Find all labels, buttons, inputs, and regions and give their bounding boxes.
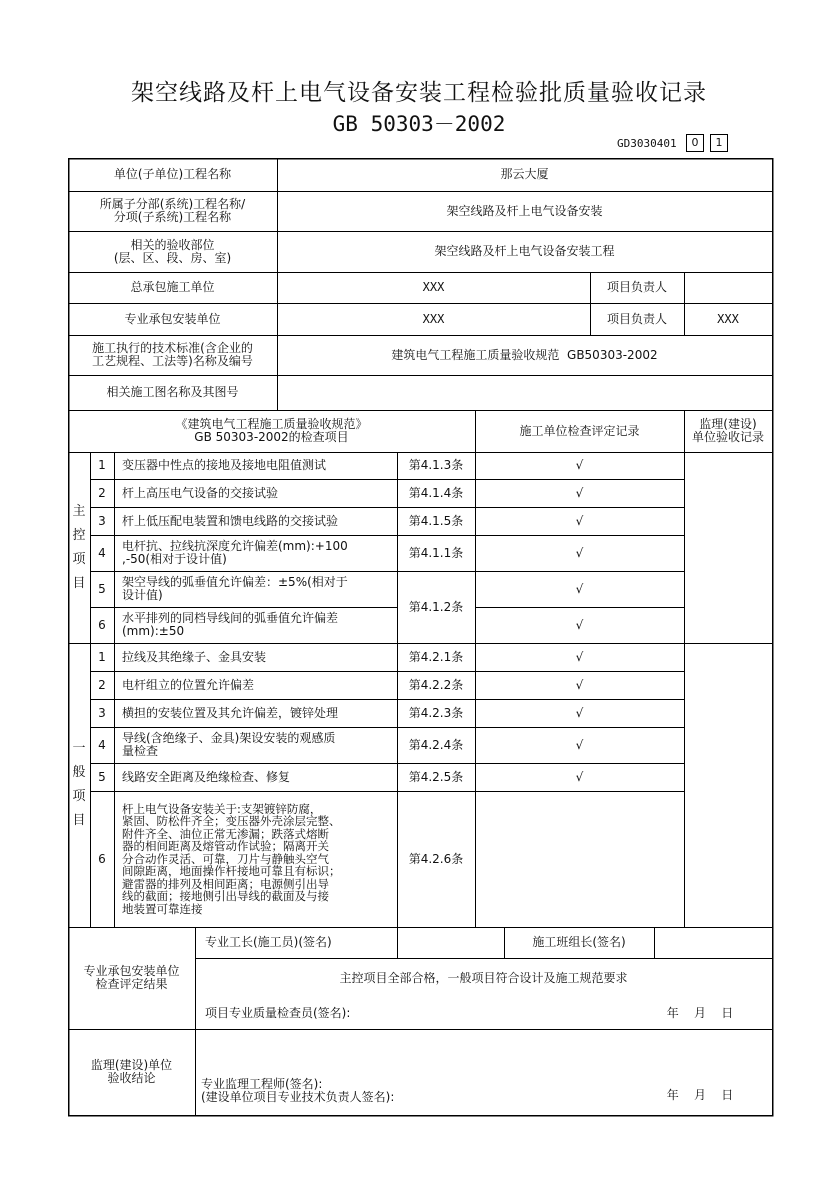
sub-unit-result-label: 专业承包安装单位 检查评定结果	[83, 964, 180, 991]
acceptance-part-label: 相关的验收部位 (层、区、段、房、室)	[113, 237, 232, 265]
main-item-text: 杆上低压配电装置和馈电线路的交接试验	[122, 513, 339, 528]
tech-standard-label: 施工执行的技术标准(含企业的 工艺规程、工法等)名称及编号	[92, 341, 253, 368]
main-item-no: 5	[98, 581, 106, 596]
main-item-no: 4	[98, 545, 106, 560]
general-item-text: 拉线及其绝缘子、金具安装	[122, 649, 267, 664]
general-item-clause: 第4.2.5条	[408, 769, 464, 784]
main-item-check: √	[575, 513, 584, 528]
general-item-check: √	[575, 769, 584, 784]
inspection-items-header: 《建筑电气工程施工质量验收规范》 GB 50303-2002的检查项目	[175, 417, 368, 444]
construction-record-header: 施工单位检查评定记录	[519, 423, 640, 438]
general-contractor-value: XXX	[422, 280, 445, 294]
main-item-text: 杆上高压电气设备的交接试验	[122, 485, 279, 500]
general-item-clause: 第4.2.6条	[408, 851, 464, 866]
main-item-text: 电杆抗、拉线抗深度允许偏差(mm):+100 ,-50(相对于设计值)	[122, 539, 348, 566]
project-manager-label-1: 项目负责人	[606, 280, 667, 294]
general-item-no: 3	[98, 705, 106, 720]
sub-project-label: 所属子分部(系统)工程名称/ 分项(子系统)工程名称	[99, 197, 246, 224]
main-item-check: √	[575, 458, 584, 472]
team-leader-label: 施工班组长(签名)	[532, 935, 626, 949]
main-item-no: 2	[98, 485, 106, 500]
main-item-no: 3	[98, 513, 106, 528]
project-manager-value-1	[684, 272, 772, 303]
sub-project-value: 架空线路及杆上电气设备安装	[446, 203, 603, 218]
main-item-clause: 第4.1.5条	[408, 513, 464, 528]
tech-standard-value: 建筑电气工程施工质量验收规范 GB50303-2002	[391, 347, 658, 362]
project-manager-value-2: XXX	[717, 311, 739, 326]
date-label: 年 月 日	[666, 1005, 734, 1020]
general-item-no: 6	[98, 851, 106, 866]
general-item-text: 杆上电气设备安装关于:支架镀锌防腐， 紧固、防松件齐全；变压器外壳涂层完整、 附件齐全、油位正常无渗漏；跌落式熔断 器的相间距离及熔管动作试验；隔离开关 分合动作灵活、可靠，刀片与静触头空气 间隙距离，地面操作杆接地可靠且有标识； 避雷器的排列及相间距离；电源侧引出导 线的截面；接地侧引出导线的截面及与接 地装置可靠连接	[122, 801, 341, 916]
main-item-check: √	[575, 485, 584, 500]
general-item-text: 线路安全距离及绝缘检查、修复	[122, 769, 291, 784]
standard-code: GB 50303－2002	[332, 112, 506, 136]
main-item-clause: 第4.1.4条	[408, 485, 464, 500]
drawing-value	[277, 375, 772, 410]
result-text: 主控项目全部合格，一般项目符合设计及施工规范要求	[339, 970, 628, 985]
general-item-clause: 第4.2.2条	[408, 677, 464, 692]
page-title: 架空线路及杆上电气设备安装工程检验批质量验收记录	[131, 80, 707, 106]
main-control-label: 主 控 项 目	[72, 503, 86, 591]
general-item-check: √	[575, 737, 584, 752]
main-item-check: √	[575, 545, 584, 560]
date-label: 年 月 日	[666, 1087, 734, 1102]
main-item-clause: 第4.1.3条	[408, 458, 464, 472]
general-items-label: 一 般 项 目	[72, 741, 86, 828]
general-item-no: 2	[98, 677, 106, 692]
sub-contractor-label: 专业承包安装单位	[124, 311, 221, 326]
foreman-label: 专业工长(施工员)(签名)	[205, 935, 332, 949]
supervision-record-header: 监理(建设) 单位验收记录	[691, 417, 764, 444]
acceptance-part-value: 架空线路及杆上电气设备安装工程	[434, 244, 615, 258]
main-item-check: √	[575, 581, 584, 596]
main-item-check: √	[575, 617, 584, 632]
unit-project-value: 那云大厦	[500, 167, 549, 181]
general-item-no: 1	[98, 649, 106, 664]
form-box-1: 0	[686, 134, 704, 152]
general-item-check: √	[575, 677, 584, 692]
main-item-no: 1	[98, 458, 106, 472]
drawing-label: 相关施工图名称及其图号	[106, 385, 239, 399]
general-item-text: 横担的安装位置及其允许偏差，镀锌处理	[122, 705, 339, 720]
main-item-no: 6	[98, 617, 106, 632]
general-item-text: 电杆组立的位置允许偏差	[122, 677, 255, 692]
general-item-check: √	[575, 705, 584, 720]
general-item-no: 4	[98, 737, 106, 752]
sub-contractor-value: XXX	[422, 311, 445, 326]
engineer-label: 专业监理工程师(签名): (建设单位项目专业技术负责人签名):	[201, 1077, 395, 1104]
general-item-check	[475, 791, 684, 927]
inspector-label: 项目专业质量检查员(签名):	[205, 1005, 351, 1020]
main-item-clause: 第4.1.2条	[408, 599, 464, 614]
general-item-clause: 第4.2.3条	[408, 705, 464, 720]
general-contractor-label: 总承包施工单位	[130, 280, 215, 294]
project-manager-label-2: 项目负责人	[606, 311, 667, 326]
general-item-clause: 第4.2.1条	[408, 649, 464, 664]
form-code: GD3030401	[617, 137, 677, 150]
form-box-2: 1	[710, 134, 728, 152]
supervision-label: 监理(建设)单位 验收结论	[90, 1058, 173, 1085]
general-item-no: 5	[98, 769, 106, 784]
general-item-text: 导线(含绝缘子、金具)架设安装的观感质 量检查	[122, 731, 336, 758]
general-item-clause: 第4.2.4条	[408, 737, 464, 752]
main-item-clause: 第4.1.1条	[408, 545, 464, 560]
main-item-text: 变压器中性点的接地及接地电阻值测试	[122, 458, 327, 472]
main-item-text: 水平排列的同档导线间的弧垂值允许偏差 (mm):±50	[122, 611, 339, 638]
unit-project-label: 单位(子单位)工程名称	[113, 167, 232, 181]
main-item-text: 架空导线的弧垂值允许偏差：±5%(相对于 设计值)	[122, 575, 348, 602]
general-item-check: √	[575, 649, 584, 664]
